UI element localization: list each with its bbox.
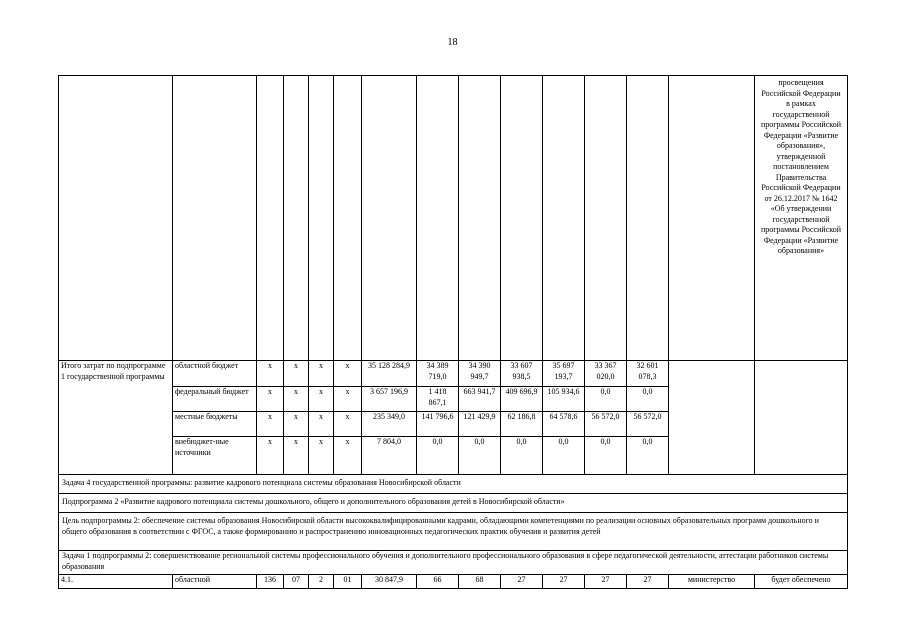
year-cell: 33 607 938,5 [501, 361, 543, 387]
code-cell: x [284, 387, 309, 412]
code-cell: x [334, 412, 362, 437]
year-cell: 62 186,8 [501, 412, 543, 437]
year-cell: 121 429,9 [459, 412, 501, 437]
code-cell: 136 [257, 575, 284, 589]
year-cell: 0,0 [585, 387, 627, 412]
code-cell: x [257, 437, 284, 475]
year-cell: 105 934,6 [543, 387, 585, 412]
item-source: областной [173, 575, 257, 589]
subtask-text: Задача 1 подпрограммы 2: совершенствование региональной системы профессионального обучения и дополнительного профессионального образования в сфере педагогической деятельности, аттестации работников системы образования [59, 551, 848, 575]
code-cell: x [309, 412, 334, 437]
section-row [59, 494, 848, 513]
year-cell: 141 796,6 [417, 412, 459, 437]
year-cell: 27 [501, 575, 543, 589]
year-cell: 27 [543, 575, 585, 589]
item-executor: министерство [669, 575, 755, 589]
year-cell: 663 941,7 [459, 387, 501, 412]
goal-text: Цель подпрограммы 2: обеспечение системы образования Новосибирской области высококвалифицированными кадрами, обладающими компетенциями по реализации основных образовательных программ дошкольного и общего образования в соответствии с ФГОС, а также формированию и распространению инновационных педагогических практик обучения и развития детей [59, 513, 848, 551]
year-cell: 68 [459, 575, 501, 589]
total-cell: 30 847,9 [362, 575, 417, 589]
subprogram-heading: Подпрограмма 2 «Развитие кадрового потенциала системы дошкольного, общего и дополнительного образования детей в Новосибирской области» [59, 494, 848, 513]
year-cell: 56 572,0 [585, 412, 627, 437]
item-number: 4.1. [59, 575, 173, 589]
year-cell: 32 601 078,3 [627, 361, 669, 387]
year-cell: 33 367 020,0 [585, 361, 627, 387]
source-federal: федеральный бюджет [173, 387, 257, 412]
year-cell: 34 390 949,7 [459, 361, 501, 387]
total-cell: 7 804,0 [362, 437, 417, 475]
page-number: 18 [447, 37, 458, 48]
section-row [59, 551, 848, 575]
year-cell: 56 572,0 [627, 412, 669, 437]
code-cell: x [334, 437, 362, 475]
year-cell: 0,0 [585, 437, 627, 475]
code-cell: 2 [309, 575, 334, 589]
item-result: будет обеспечено [755, 575, 848, 589]
code-cell: x [257, 361, 284, 387]
year-cell: 64 578,6 [543, 412, 585, 437]
code-cell: x [309, 387, 334, 412]
task-heading: Задача 4 государственной программы: развитие кадрового потенциала системы образования Новосибирской области [59, 475, 848, 494]
year-cell: 27 [627, 575, 669, 589]
total-cell: 3 657 196,9 [362, 387, 417, 412]
code-cell: x [334, 387, 362, 412]
total-cell: 35 128 284,9 [362, 361, 417, 387]
code-cell: x [309, 437, 334, 475]
item-row [59, 575, 848, 589]
year-cell: 0,0 [543, 437, 585, 475]
source-local: местные бюджеты [173, 412, 257, 437]
code-cell: x [334, 361, 362, 387]
year-cell: 35 697 193,7 [543, 361, 585, 387]
code-cell: x [284, 412, 309, 437]
section-row [59, 513, 848, 551]
total-cell: 235 349,0 [362, 412, 417, 437]
year-cell: 0,0 [627, 437, 669, 475]
year-cell: 0,0 [501, 437, 543, 475]
basis-note: просвещения Российской Федерации в рамках государственной программы Российской Федерации «Развитие образования», утвержденной постановлением Правительства Российской Федерации от 26.12.2017 № 1642 «Об утверждении государственной программы Российской Федерации «Развитие образования» [755, 76, 848, 361]
year-cell: 66 [417, 575, 459, 589]
source-extrabudget: внебюджет-ные источники [173, 437, 257, 475]
year-cell: 1 418 867,1 [417, 387, 459, 412]
year-cell: 34 389 719,0 [417, 361, 459, 387]
code-cell: x [284, 437, 309, 475]
year-cell: 0,0 [627, 387, 669, 412]
continuation-row [59, 76, 848, 361]
section-row [59, 475, 848, 494]
total-label: Итого затрат по подпрограмме 1 государственной программы [59, 361, 173, 475]
year-cell: 0,0 [459, 437, 501, 475]
code-cell: x [309, 361, 334, 387]
code-cell: x [257, 412, 284, 437]
code-cell: x [284, 361, 309, 387]
code-cell: 01 [334, 575, 362, 589]
code-cell: x [257, 387, 284, 412]
source-regional: областной бюджет [173, 361, 257, 387]
year-cell: 409 696,9 [501, 387, 543, 412]
year-cell: 0,0 [417, 437, 459, 475]
budget-table [58, 75, 848, 589]
total-row-regional [59, 361, 848, 387]
code-cell: 07 [284, 575, 309, 589]
year-cell: 27 [585, 575, 627, 589]
